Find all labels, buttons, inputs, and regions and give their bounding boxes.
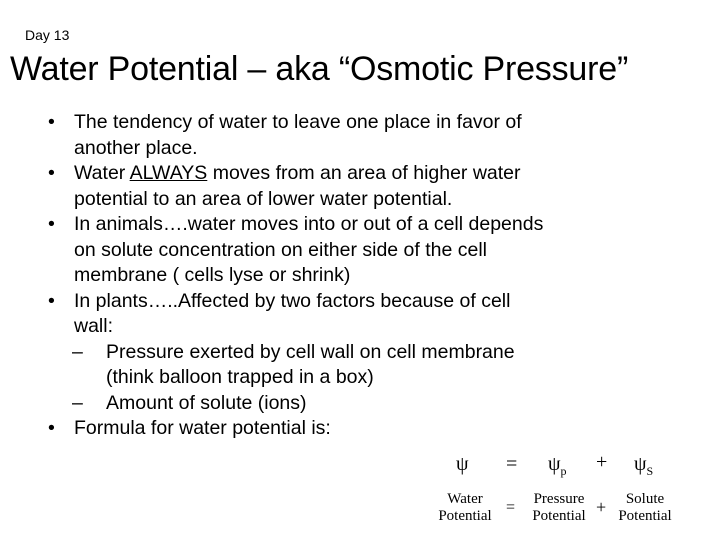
plus-sign-words: +	[596, 497, 607, 517]
solute-potential-label: Solute Potential	[618, 491, 672, 524]
dash-marker: –	[72, 391, 83, 414]
bullet-item: • In plants…..Affected by two factors because of cell wall:	[48, 289, 511, 337]
psi-p-symbol: $\psi_p$	[548, 453, 567, 478]
bullet-dot: •	[48, 162, 55, 184]
bullet-item: • The tendency of water to leave one place in favor of another place.	[48, 111, 522, 159]
bullet-item: • Water ALWAYS moves from an area of higher water potential to an area of lower water potential.	[48, 162, 521, 210]
dash-marker: –	[72, 340, 83, 363]
equals-sign-words: =	[506, 499, 516, 516]
day-label: Day 13	[25, 27, 70, 43]
bullet-dot: •	[48, 417, 55, 439]
water-potential-label: Water Potential	[438, 491, 492, 524]
bullet-dot: •	[48, 213, 55, 235]
sub-bullet-item: – Amount of solute (ions)	[48, 391, 548, 417]
bullet-list	[48, 110, 548, 442]
bullet-dot: •	[48, 111, 55, 133]
pressure-potential-label: Pressure Potential	[532, 491, 586, 524]
slide-title: Water Potential – aka “Osmotic Pressure”	[10, 50, 629, 88]
sub-bullet-item: – Pressure exerted by cell wall on cell membrane (think balloon trapped in a box)	[72, 340, 515, 388]
psi-symbol: ψ	[456, 453, 469, 475]
equals-sign: =	[506, 453, 518, 475]
plus-sign: +	[596, 451, 608, 473]
bullet-dot: •	[48, 289, 55, 312]
bullet-item: • In animals….water moves into or out of a cell depends on solute concentration on either side of the cell membrane ( cells lyse or shrink)	[48, 213, 544, 286]
formula-image	[430, 443, 680, 540]
bullet-item: • Formula for water potential is:	[48, 416, 548, 442]
psi-s-symbol: $\psi_S$	[634, 453, 654, 478]
emphasis-always: ALWAYS	[129, 162, 208, 184]
